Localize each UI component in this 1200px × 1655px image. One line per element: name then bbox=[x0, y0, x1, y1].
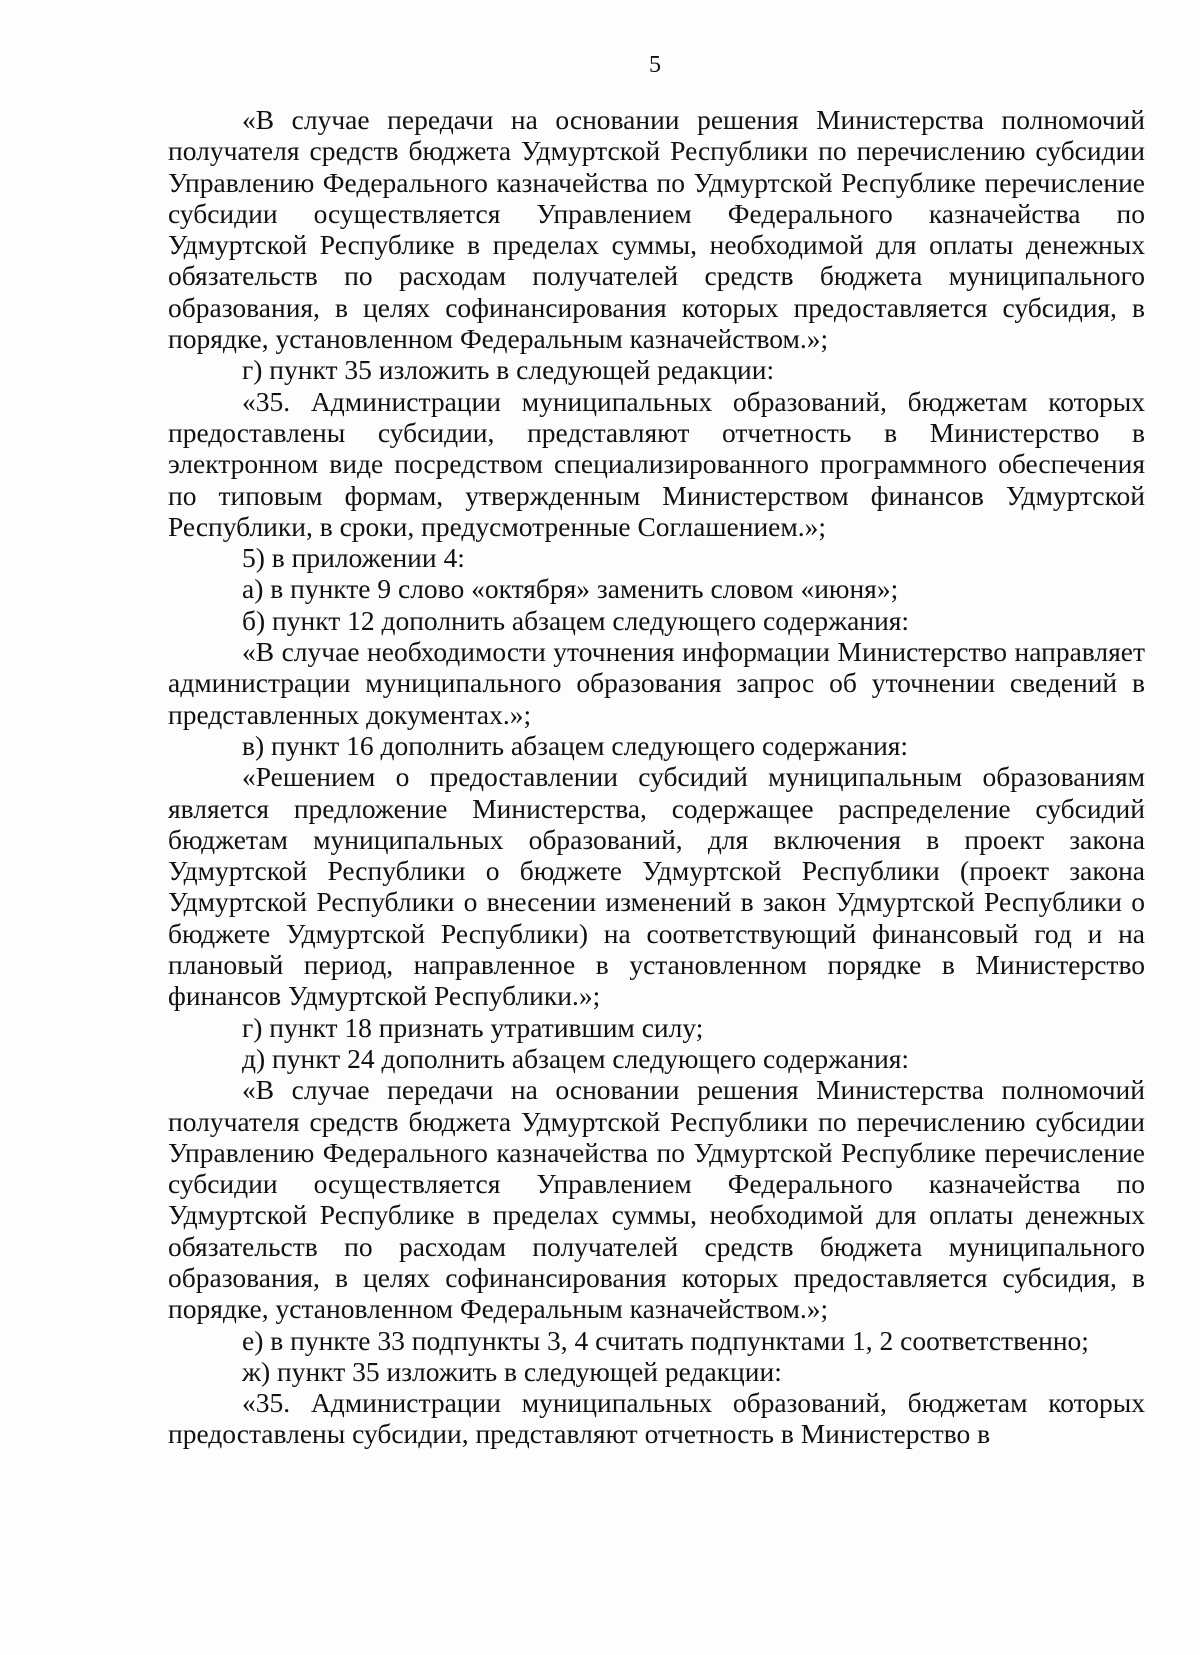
paragraph: «В случае необходимости уточнения информации Министерство направляет администрации муниципального образования запрос об уточнении сведений в представленных документах.»; bbox=[168, 636, 1145, 730]
paragraph: «35. Администрации муниципальных образований, бюджетам которых предоставлены субсидии, представляют отчетность в Министерство в электронном виде посредством специализированного программного обеспечения по типовым формам, утвержденным Министерством финансов Удмуртской Республики, в сроки, предусмотренные Соглашением.»; bbox=[168, 385, 1145, 542]
paragraph: «В случае передачи на основании решения Министерства полномочий получателя средств бюджета Удмуртской Республики по перечислению субсидии Управлению Федерального казначейства по Удмуртской Республике перечисление субсидии осуществляется Управлением Федерального казначейства по Удмуртской Республике в пределах суммы, необходимой для оплаты денежных обязательств по расходам получателей средств бюджета муниципального образования, в целях софинансирования которых предоставляется субсидия, в порядке, установленном Федеральным казначейством.»; bbox=[168, 1074, 1145, 1325]
paragraph: д) пункт 24 дополнить абзацем следующего содержания: bbox=[242, 1042, 910, 1074]
paragraph: «35. Администрации муниципальных образований, бюджетам которых предоставлены субсидии, представляют отчетность в Министерство в bbox=[168, 1387, 1145, 1450]
paragraph: в) пункт 16 дополнить абзацем следующего содержания: bbox=[242, 729, 909, 761]
paragraph: е) в пункте 33 подпункты 3, 4 считать подпунктами 1, 2 соответственно; bbox=[242, 1324, 1089, 1356]
paragraph: 5) в приложении 4: bbox=[242, 542, 465, 574]
document-body bbox=[168, 104, 1145, 1450]
page-number: 5 bbox=[649, 52, 661, 78]
paragraph: б) пункт 12 дополнить абзацем следующего содержания: bbox=[242, 604, 910, 636]
paragraph: а) в пункте 9 слово «октября» заменить словом «июня»; bbox=[242, 573, 899, 605]
paragraph: ж) пункт 35 изложить в следующей редакции: bbox=[242, 1355, 782, 1387]
paragraph: г) пункт 35 изложить в следующей редакции: bbox=[242, 354, 775, 386]
paragraph: «В случае передачи на основании решения Министерства полномочий получателя средств бюджета Удмуртской Республики по перечислению субсидии Управлению Федерального казначейства по Удмуртской Республике перечисление субсидии осуществляется Управлением Федерального казначейства по Удмуртской Республике в пределах суммы, необходимой для оплаты денежных обязательств по расходам получателей средств бюджета муниципального образования, в целях софинансирования которых предоставляется субсидия, в порядке, установленном Федеральным казначейством.»; bbox=[168, 104, 1145, 355]
paragraph: «Решением о предоставлении субсидий муниципальным образованиям является предложение Министерства, содержащее распределение субсидий бюджетам муниципальных образований, для включения в проект закона Удмуртской Республики о бюджете Удмуртской Республики (проект закона Удмуртской Республики о внесении изменений в закон Удмуртской Республики о бюджете Удмуртской Республики) на соответствующий финансовый год и на плановый период, направленное в установленном порядке в Министерство финансов Удмуртской Республики.»; bbox=[168, 761, 1145, 1012]
paragraph: г) пункт 18 признать утратившим силу; bbox=[242, 1011, 704, 1043]
